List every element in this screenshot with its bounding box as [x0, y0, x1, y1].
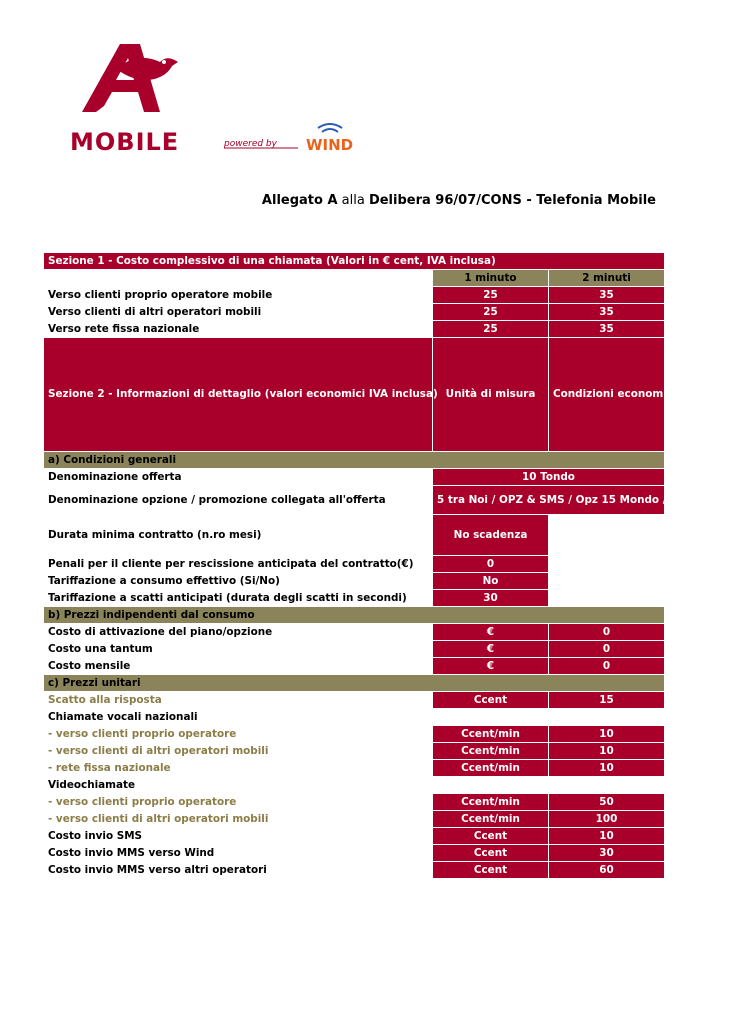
heading-delibera: Delibera 96/07/CONS - Telefonia Mobile	[368, 193, 656, 208]
col-1-minuto: 1 minuto	[433, 270, 549, 287]
table-row	[44, 828, 665, 845]
row-label: Verso clienti di altri operatori mobili	[44, 304, 433, 321]
table-row	[44, 624, 665, 641]
generali-header-row	[44, 452, 665, 469]
page-heading	[0, 193, 656, 208]
row-label: Costo una tantum	[44, 641, 433, 658]
row-label: Penali per il cliente per rescissione anticipata del contratto(€)	[44, 556, 433, 573]
col-unita-di-misura: Unità di misura	[433, 338, 549, 452]
generali-title: a) Condizioni generali	[44, 452, 665, 469]
row-label: Verso clienti proprio operatore mobile	[44, 287, 433, 304]
value-cell: 10	[549, 743, 665, 760]
value-2-minuti: 35	[549, 321, 665, 338]
value-1-minuto: 25	[433, 304, 549, 321]
table-row	[44, 469, 665, 486]
heading-allegato: Allegato A	[261, 193, 338, 208]
opzione-value: 5 tra Noi / OPZ & SMS / Opz 15 Mondo / 50 ore Internt	[433, 486, 665, 515]
section1-header-row	[44, 253, 665, 270]
row-label: Videochiamate	[44, 777, 433, 794]
logo-wind-text: WIND	[306, 136, 354, 154]
unit-cell: €	[433, 658, 549, 675]
table-row	[44, 692, 665, 709]
table-row	[44, 845, 665, 862]
section2-header-row	[44, 338, 665, 452]
section1-columns-row	[44, 270, 665, 287]
row-label: Costo invio MMS verso altri operatori	[44, 862, 433, 879]
unit-cell: Ccent	[433, 845, 549, 862]
table-row	[44, 515, 665, 556]
logo-brand-text: MOBILE	[70, 128, 180, 156]
value-2-minuti: 35	[549, 304, 665, 321]
table-row	[44, 304, 665, 321]
row-label: Costo invio SMS	[44, 828, 433, 845]
value-cell: 10	[549, 828, 665, 845]
indipendenti-header-row	[44, 607, 665, 624]
value-cell: 0	[549, 624, 665, 641]
row-label: Chiamate vocali nazionali	[44, 709, 433, 726]
table-row	[44, 321, 665, 338]
table-row	[44, 556, 665, 573]
unit-cell: €	[433, 641, 549, 658]
row-label: - verso clienti di altri operatori mobili	[44, 743, 433, 760]
value-cell: 15	[549, 692, 665, 709]
table-row	[44, 777, 665, 794]
heading-alla: alla	[337, 193, 369, 208]
unit-cell: Ccent/min	[433, 760, 549, 777]
unit-cell: Ccent	[433, 862, 549, 879]
unitari-title: c) Prezzi unitari	[44, 675, 665, 692]
row-label: Tariffazione a consumo effettivo (Si/No)	[44, 573, 433, 590]
durata-value: No scadenza	[433, 515, 549, 556]
table-row	[44, 287, 665, 304]
row-label: Denominazione offerta	[44, 469, 433, 486]
row-label: Durata minima contratto (n.ro mesi)	[44, 515, 433, 556]
unitari-header-row	[44, 675, 665, 692]
unit-cell: Ccent/min	[433, 794, 549, 811]
unit-cell: Ccent	[433, 692, 549, 709]
value-cell: 0	[549, 641, 665, 658]
section2-title: Sezione 2 - Informazioni di dettaglio (valori economici IVA inclusa)	[44, 338, 433, 452]
row-label: Costo mensile	[44, 658, 433, 675]
row-label: Tariffazione a scatti anticipati (durata degli scatti in secondi)	[44, 590, 433, 607]
value-cell: 0	[549, 658, 665, 675]
value-2-minuti: 35	[549, 287, 665, 304]
logo-powered-text: powered by	[224, 139, 277, 149]
tariff-table	[43, 252, 752, 879]
unit-cell: Ccent/min	[433, 726, 549, 743]
logo-block	[68, 40, 368, 155]
row-label: Costo invio MMS verso Wind	[44, 845, 433, 862]
unit-cell: €	[433, 624, 549, 641]
tariffazione-value: No	[433, 573, 549, 590]
table-row	[44, 760, 665, 777]
section1-title: Sezione 1 - Costo complessivo di una chiamata (Valori in € cent, IVA inclusa)	[44, 253, 665, 270]
value-cell: 50	[549, 794, 665, 811]
penali-value: 0	[433, 556, 549, 573]
table-row	[44, 726, 665, 743]
value-1-minuto: 25	[433, 287, 549, 304]
row-label: Denominazione opzione / promozione collegata all'offerta	[44, 486, 433, 515]
unit-cell: Ccent/min	[433, 743, 549, 760]
table-row	[44, 794, 665, 811]
value-cell: 10	[549, 726, 665, 743]
value-cell: 60	[549, 862, 665, 879]
col-condizioni-economiche: Condizioni economiche di offerta	[549, 338, 665, 452]
unit-cell: Ccent	[433, 828, 549, 845]
table-row	[44, 862, 665, 879]
value-1-minuto: 25	[433, 321, 549, 338]
value-cell: 10	[549, 760, 665, 777]
table-row	[44, 573, 665, 590]
row-label: - verso clienti proprio operatore	[44, 726, 433, 743]
value-cell: 100	[549, 811, 665, 828]
row-label: Verso rete fissa nazionale	[44, 321, 433, 338]
denominazione-value: 10 Tondo	[433, 469, 665, 486]
row-label: - verso clienti proprio operatore	[44, 794, 433, 811]
indipendenti-title: b) Prezzi indipendenti dal consumo	[44, 607, 665, 624]
table-row	[44, 658, 665, 675]
table-row	[44, 811, 665, 828]
table-row	[44, 486, 665, 515]
table-row	[44, 641, 665, 658]
row-label: - verso clienti di altri operatori mobili	[44, 811, 433, 828]
row-label: - rete fissa nazionale	[44, 760, 433, 777]
table-row	[44, 709, 665, 726]
row-label: Scatto alla risposta	[44, 692, 433, 709]
row-label: Costo di attivazione del piano/opzione	[44, 624, 433, 641]
unit-cell: Ccent/min	[433, 811, 549, 828]
col-2-minuti: 2 minuti	[549, 270, 665, 287]
table-row	[44, 590, 665, 607]
value-cell: 30	[549, 845, 665, 862]
scatti-value: 30	[433, 590, 549, 607]
a-mobile-logo	[68, 40, 368, 155]
logo-bird	[118, 58, 178, 80]
table-row	[44, 743, 665, 760]
